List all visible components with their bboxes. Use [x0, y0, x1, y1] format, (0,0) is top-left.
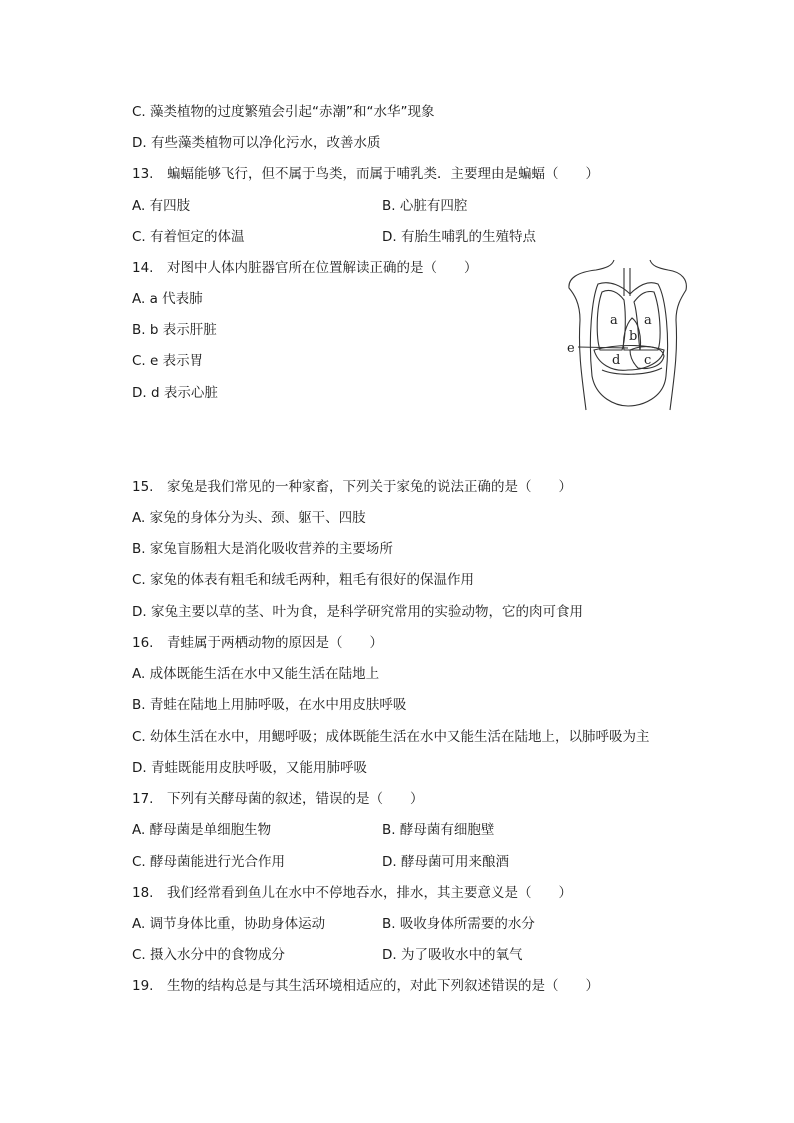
q18-stem: 18. 我们经常看到鱼儿在水中不停地吞水，排水，其主要意义是（ ） [132, 885, 572, 901]
q17-option-d: D. 酵母菌可用来酿酒 [382, 854, 509, 870]
q16-option-d: D. 青蛙既能用皮肤呼吸，又能用肺呼吸 [132, 760, 367, 776]
q14-option-b: B. b 表示肝脏 [132, 322, 217, 338]
q17-option-b: B. 酵母菌有细胞壁 [382, 822, 495, 838]
q12-option-c: C. 藻类植物的过度繁殖会引起“赤潮”和“水华”现象 [132, 104, 435, 120]
torso-organ-diagram [566, 258, 690, 416]
q14-option-a: A. a 代表肺 [132, 291, 203, 307]
q18-option-d: D. 为了吸收水中的氧气 [382, 947, 523, 963]
label-c: c [644, 353, 652, 368]
q15-option-b: B. 家兔盲肠粗大是消化吸收营养的主要场所 [132, 541, 393, 557]
q16-option-a: A. 成体既能生活在水中又能生活在陆地上 [132, 666, 380, 682]
q17-option-c: C. 酵母菌能进行光合作用 [132, 854, 286, 870]
q17-stem: 17. 下列有关酵母菌的叙述，错误的是（ ） [132, 791, 424, 807]
cavity-outline [590, 283, 667, 406]
label-e: e [567, 341, 575, 356]
q13-option-c: C. 有着恒定的体温 [132, 229, 245, 245]
label-d: d [612, 353, 621, 368]
q15-stem: 15. 家兔是我们常见的一种家畜，下列关于家兔的说法正确的是（ ） [132, 479, 572, 495]
pointer-e [578, 347, 628, 348]
body-outline [569, 260, 686, 410]
q16-stem: 16. 青蛙属于两栖动物的原因是（ ） [132, 635, 383, 651]
q15-option-c: C. 家兔的体表有粗毛和绒毛两种，粗毛有很好的保温作用 [132, 572, 475, 588]
q13-option-a: A. 有四肢 [132, 198, 191, 214]
q15-option-d: D. 家兔主要以草的茎、叶为食，是科学研究常用的实验动物，它的肉可食用 [132, 604, 583, 620]
q18-option-a: A. 调节身体比重，协助身体运动 [132, 916, 326, 932]
q18-option-c: C. 摄入水分中的食物成分 [132, 947, 286, 963]
label-a-left: a [610, 313, 618, 328]
q17-option-a: A. 酵母菌是单细胞生物 [132, 822, 272, 838]
q14-option-c: C. e 表示胃 [132, 353, 204, 369]
q14-option-d: D. d 表示心脏 [132, 385, 218, 401]
q13-stem: 13. 蝙蝠能够飞行，但不属于鸟类，而属于哺乳类．主要理由是蝙蝠（ ） [132, 166, 599, 182]
intestine-curve [602, 368, 662, 374]
q12-option-d: D. 有些藻类植物可以净化污水，改善水质 [132, 135, 381, 151]
q13-option-b: B. 心脏有四腔 [382, 198, 468, 214]
q16-option-c: C. 幼体生活在水中，用鳃呼吸；成体既能生活在水中又能生活在陆地上，以肺呼吸为主 [132, 729, 650, 745]
q16-option-b: B. 青蛙在陆地上用肺呼吸，在水中用皮肤呼吸 [132, 697, 407, 713]
q14-stem: 14. 对图中人体内脏器官所在位置解读正确的是（ ） [132, 260, 478, 276]
q13-option-d: D. 有胎生哺乳的生殖特点 [382, 229, 536, 245]
label-b: b [629, 329, 638, 344]
q15-option-a: A. 家兔的身体分为头、颈、躯干、四肢 [132, 510, 366, 526]
q19-stem: 19. 生物的结构总是与其生活环境相适应的，对此下列叙述错误的是（ ） [132, 978, 599, 994]
q18-option-b: B. 吸收身体所需要的水分 [382, 916, 535, 932]
label-a-right: a [644, 313, 652, 328]
